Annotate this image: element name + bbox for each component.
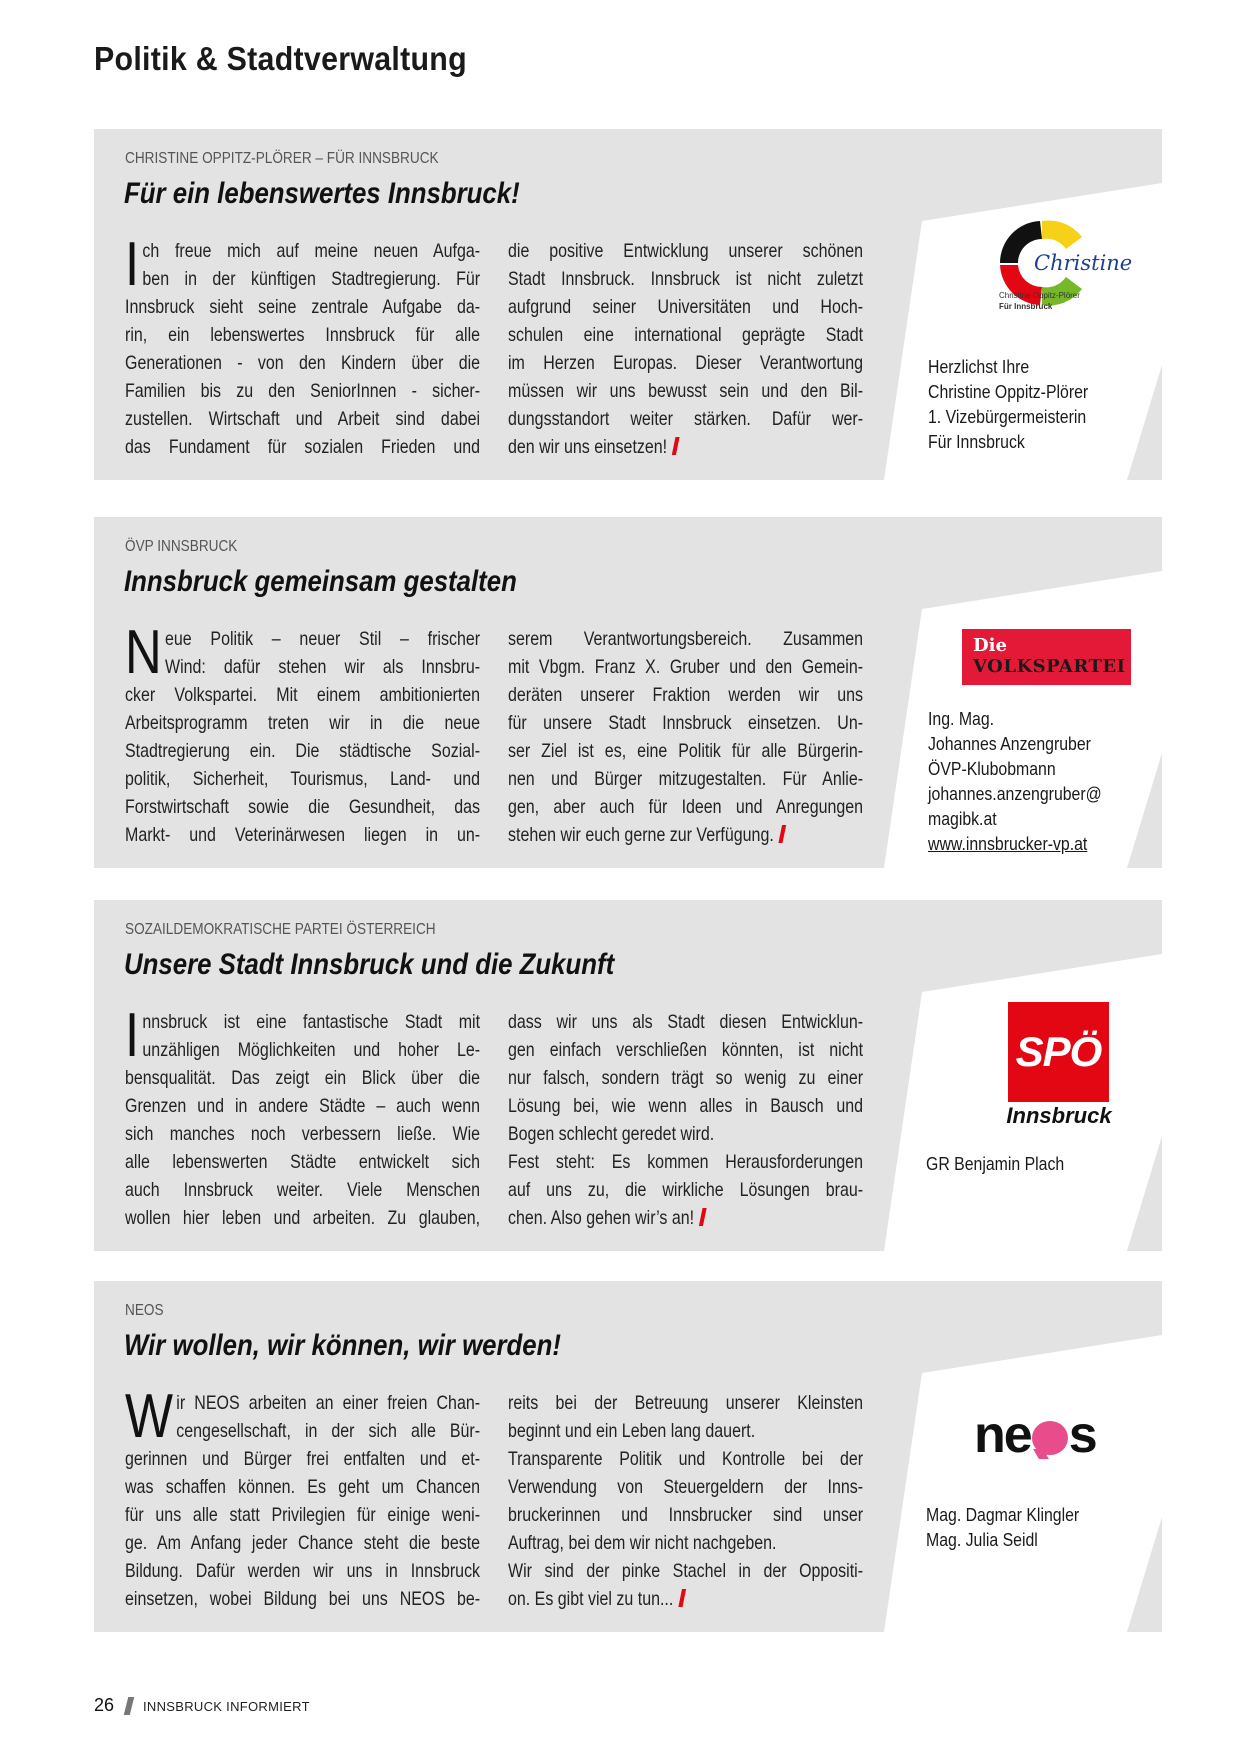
text-line — [125, 709, 480, 737]
text-line-content: dass wir uns als Stadt diesen Entwicklun- — [508, 1011, 864, 1033]
text-line — [508, 1585, 863, 1613]
logo-caption-party: Für Innsbruck — [999, 302, 1053, 311]
sidebar-line: Für Innsbruck — [928, 432, 1025, 452]
article-fuer-innsbruck — [94, 129, 1162, 480]
text-line — [508, 321, 863, 349]
text-line — [125, 433, 480, 461]
text-line-content: Generationen - von den Kindern über die — [125, 352, 481, 374]
text-column-2 — [508, 237, 863, 461]
text-line — [508, 1445, 863, 1473]
sidebar-line: Johannes Anzengruber — [928, 734, 1091, 754]
text-line — [125, 1176, 480, 1204]
sidebar-signature — [926, 1503, 1079, 1553]
page-number: 26 — [94, 1695, 115, 1715]
text-line-content: chen. Also gehen wir’s an! — [508, 1207, 695, 1229]
text-line-content: Wir sind der pinke Stachel in der Oppositi- — [508, 1560, 864, 1582]
text-line — [508, 765, 863, 793]
text-line — [508, 1529, 863, 1557]
sidebar-line: GR Benjamin Plach — [926, 1154, 1065, 1174]
sidebar-line: Herzlichst Ihre — [928, 357, 1030, 377]
text-line-content: Arbeitsprogramm treten wir in die neue — [125, 712, 481, 734]
logo-text-die: Die — [973, 635, 1007, 656]
text-line-content: aufgrund seiner Universitäten und Hoch- — [508, 296, 864, 318]
sidebar-contact — [928, 707, 1102, 857]
text-line-content: Transparente Politik und Kontrolle bei der — [508, 1448, 864, 1470]
text-line — [508, 737, 863, 765]
sidebar-line: Mag. Julia Seidl — [926, 1530, 1038, 1550]
text-line-content: die positive Entwicklung unserer schönen — [508, 240, 864, 262]
text-line — [508, 709, 863, 737]
text-line-content: wollen hier leben und arbeiten. Zu glauben, — [125, 1207, 481, 1229]
text-line — [508, 1148, 863, 1176]
text-column-1 — [125, 618, 481, 849]
text-line — [125, 1585, 480, 1613]
text-line — [125, 681, 480, 709]
text-line-content: on. Es gibt viel zu tun... — [508, 1588, 674, 1610]
text-line-content: Wind: dafür stehen wir als Innsbru- — [165, 656, 481, 678]
text-line — [125, 737, 480, 765]
text-line — [508, 405, 863, 433]
text-line-content: ser Ziel ist es, eine Politik für alle Bürgerin- — [508, 740, 864, 762]
text-line — [508, 1557, 863, 1585]
text-line-content: Markt- und Veterinärwesen liegen in un- — [125, 824, 481, 846]
text-line — [125, 1445, 480, 1473]
text-line — [125, 1473, 480, 1501]
end-mark-icon — [672, 437, 680, 455]
text-line — [125, 321, 480, 349]
text-line-content: im Herzen Europas. Dieser Verantwortung — [508, 352, 864, 374]
text-line-content: was schaffen können. Es geht um Chancen — [125, 1476, 481, 1498]
article-kicker: SOZAILDEMOKRATISCHE PARTEI ÖSTERREICH — [125, 921, 436, 938]
text-line — [125, 1389, 480, 1417]
text-line-content: Stadt Innsbruck. Innsbruck ist nicht zuletzt — [508, 268, 864, 290]
text-line — [125, 653, 480, 681]
text-line — [125, 1036, 480, 1064]
logo-text-s: s — [1068, 1406, 1096, 1464]
text-line-content: ch freue mich auf meine neuen Aufga- — [142, 240, 481, 262]
text-line — [125, 265, 480, 293]
text-line-content: cengesellschaft, in der sich alle Bür- — [176, 1420, 481, 1442]
text-line — [508, 1473, 863, 1501]
text-line — [508, 293, 863, 321]
text-line — [125, 293, 480, 321]
article-kicker: NEOS — [125, 1302, 164, 1319]
sidebar-signature — [928, 355, 1088, 455]
text-line-content: bruckerinnen und Innsbrucker sind unser — [508, 1504, 864, 1526]
christine-script: Christine — [1034, 251, 1133, 275]
end-mark-icon — [699, 1208, 707, 1226]
text-line — [508, 349, 863, 377]
text-line — [125, 1204, 480, 1232]
text-line-content: ir NEOS arbeiten an einer freien Chan- — [176, 1392, 481, 1414]
sidebar-email-domain[interactable]: magibk.at — [928, 809, 997, 829]
text-line — [125, 1092, 480, 1120]
text-line — [508, 1064, 863, 1092]
article-headline: Wir wollen, wir können, wir werden! — [124, 1329, 561, 1362]
text-line-content: das Fundament für sozialen Frieden und — [125, 436, 481, 458]
text-line-content: Verwendung von Steuergeldern der Inns- — [508, 1476, 864, 1498]
text-line-content: für unsere Stadt Innsbruck einsetzen. Un- — [508, 712, 864, 734]
text-line — [508, 1501, 863, 1529]
text-line — [125, 821, 480, 849]
end-mark-icon — [678, 1589, 686, 1607]
text-line — [125, 1008, 480, 1036]
text-line-content: zustellen. Wirtschaft und Arbeit sind dabei — [125, 408, 481, 430]
text-line-content: Grenzen und in andere Städte – auch wenn — [125, 1095, 481, 1117]
text-line-content: für uns alle statt Privilegien für einige weni- — [125, 1504, 481, 1526]
sidebar-line: 1. Vizebürgermeisterin — [928, 407, 1087, 427]
text-line — [125, 1064, 480, 1092]
text-line-content: rin, ein lebenswertes Innsbruck für alle — [125, 324, 481, 346]
volkspartei-logo — [962, 629, 1131, 685]
text-line-content: einsetzen, wobei Bildung bei uns NEOS be- — [125, 1588, 481, 1610]
text-line-content: gen, aber auch für Ideen und Anregungen — [508, 796, 864, 818]
text-line-content: deräten unserer Fraktion werden wir uns — [508, 684, 864, 706]
text-line-content: nnsbruck ist eine fantastische Stadt mit — [142, 1011, 481, 1033]
text-line — [508, 653, 863, 681]
logo-text-innsbruck: Innsbruck — [1006, 1103, 1112, 1128]
text-line-content: unzähligen Möglichkeiten und hoher Le- — [142, 1039, 481, 1061]
text-line — [508, 681, 863, 709]
publication-name: INNSBRUCK INFORMIERT — [143, 1699, 310, 1714]
text-line — [508, 237, 863, 265]
text-line-content: gerinnen und Bürger frei entfalten und et- — [125, 1448, 481, 1470]
article-oevp — [94, 517, 1162, 868]
drop-cap: I — [125, 1001, 140, 1070]
text-line — [125, 1417, 480, 1445]
text-column-1 — [125, 1382, 481, 1613]
text-line — [508, 793, 863, 821]
text-line — [508, 377, 863, 405]
drop-cap: I — [125, 230, 140, 299]
logo-text-spoe: SPÖ — [1015, 1028, 1102, 1075]
text-line — [125, 1529, 480, 1557]
text-line — [508, 265, 863, 293]
text-line — [508, 1176, 863, 1204]
drop-cap: W — [125, 1382, 173, 1451]
text-line-content: den wir uns einsetzen! — [508, 436, 668, 458]
text-column-2 — [508, 1008, 863, 1232]
text-line-content: auf uns zu, die wirkliche Lösungen brau- — [508, 1179, 864, 1201]
text-line-content: schulen eine international geprägte Stadt — [508, 324, 864, 346]
slash-divider-icon — [124, 1697, 134, 1715]
logo-text-volkspartei: VOLKSPARTEI — [973, 656, 1126, 677]
text-line — [508, 1417, 863, 1445]
article-headline: Innsbruck gemeinsam gestalten — [124, 565, 517, 598]
text-line-content: serem Verantwortungsbereich. Zusammen — [508, 628, 864, 650]
text-line — [125, 765, 480, 793]
article-kicker: CHRISTINE OPPITZ-PLÖRER – FÜR INNSBRUCK — [125, 150, 439, 167]
text-line-content: nur falsch, sondern trägt so wenig zu einer — [508, 1067, 864, 1089]
sidebar-email[interactable]: johannes.anzengruber@ — [928, 784, 1102, 804]
sidebar-line: Ing. Mag. — [928, 709, 995, 729]
text-line — [125, 377, 480, 405]
text-column-1 — [125, 1001, 481, 1232]
article-headline: Für ein lebenswertes Innsbruck! — [124, 177, 520, 210]
text-column-1 — [125, 230, 481, 461]
text-line — [508, 1008, 863, 1036]
text-line-content: auch Innsbruck weiter. Viele Menschen — [125, 1179, 481, 1201]
text-line — [508, 1120, 863, 1148]
sidebar-line: ÖVP-Klubobmann — [928, 759, 1056, 779]
article-spoe — [94, 900, 1162, 1251]
website-link[interactable]: www.innsbrucker-vp.at — [928, 834, 1088, 854]
text-line — [125, 349, 480, 377]
text-line-content: mit Vbgm. Franz X. Gruber und den Gemein- — [508, 656, 864, 678]
article-kicker: ÖVP INNSBRUCK — [125, 538, 238, 555]
text-line-content: sich manches noch verbessern ließe. Wie — [125, 1123, 481, 1145]
sidebar-line: Mag. Dagmar Klingler — [926, 1505, 1080, 1525]
article-headline: Unsere Stadt Innsbruck und die Zukunft — [124, 948, 615, 981]
text-line — [508, 1204, 863, 1232]
text-line — [508, 1389, 863, 1417]
text-line-content: alle lebenswerten Städte entwickelt sich — [125, 1151, 481, 1173]
spoe-logo — [1008, 1002, 1109, 1102]
text-line — [125, 793, 480, 821]
logo-text-ne: ne — [974, 1406, 1031, 1464]
text-column-2 — [508, 625, 863, 849]
text-line — [508, 821, 863, 849]
drop-cap: N — [125, 618, 162, 687]
sidebar-line: Christine Oppitz-Plörer — [928, 382, 1089, 402]
logo-caption-name: Christine Oppitz-Plörer — [999, 291, 1080, 300]
text-line-content: beginnt und ein Leben lang dauert. — [508, 1420, 756, 1442]
text-line — [125, 1501, 480, 1529]
end-mark-icon — [779, 825, 787, 843]
text-line-content: Innsbruck sieht seine zentrale Aufgabe da- — [125, 296, 481, 318]
text-line-content: cker Volkspartei. Mit einem ambitionierten — [125, 684, 481, 706]
text-line-content: reits bei der Betreuung unserer Kleinsten — [508, 1392, 864, 1414]
speech-bubble-icon — [1032, 1421, 1068, 1455]
text-line — [125, 625, 480, 653]
sidebar-signature — [926, 1152, 1064, 1177]
neos-logo — [974, 1405, 1096, 1465]
text-line-content: Bildung. Dafür werden wir uns in Innsbruck — [125, 1560, 481, 1582]
text-line-content: Lösung bei, wie wenn alles in Bausch und — [508, 1095, 864, 1117]
text-line-content: stehen wir euch gerne zur Verfügung. — [508, 824, 774, 846]
text-line-content: nen und Bürger mitzugestalten. Für Anlie- — [508, 768, 864, 790]
text-line — [508, 625, 863, 653]
text-line-content: Auftrag, bei dem wir nicht nachgeben. — [508, 1532, 777, 1554]
text-line-content: eue Politik – neuer Stil – frischer — [165, 628, 481, 650]
text-line-content: gen einfach verschließen könnten, ist nicht — [508, 1039, 864, 1061]
text-line-content: Forstwirtschaft sowie die Gesundheit, das — [125, 796, 481, 818]
text-line — [125, 1557, 480, 1585]
text-line — [508, 433, 863, 461]
text-line — [508, 1036, 863, 1064]
text-line — [125, 1148, 480, 1176]
text-line-content: ge. Am Anfang jeder Chance steht die beste — [125, 1532, 481, 1554]
text-line-content: politik, Sicherheit, Tourismus, Land- und — [125, 768, 481, 790]
text-line-content: Familien bis zu den SeniorInnen - sicher- — [125, 380, 481, 402]
article-neos — [94, 1281, 1162, 1632]
text-line — [508, 1092, 863, 1120]
logo-caption — [999, 290, 1080, 312]
text-line — [125, 237, 480, 265]
text-line-content: bensqualität. Das zeigt ein Blick über die — [125, 1067, 481, 1089]
page-title: Politik & Stadtverwaltung — [94, 40, 467, 77]
text-line-content: Bogen schlecht geredet wird. — [508, 1123, 715, 1145]
text-line-content: dungsstandort weiter stärken. Dafür wer- — [508, 408, 864, 430]
text-line-content: ben in der künftigen Stadtregierung. Für — [142, 268, 481, 290]
text-line — [125, 1120, 480, 1148]
text-column-2 — [508, 1389, 863, 1613]
text-line-content: Fest steht: Es kommen Herausforderungen — [508, 1151, 864, 1173]
text-line — [125, 405, 480, 433]
text-line-content: Stadtregierung ein. Die städtische Sozial- — [125, 740, 481, 762]
text-line-content: müssen wir uns bewusst sein und den Bil- — [508, 380, 864, 402]
